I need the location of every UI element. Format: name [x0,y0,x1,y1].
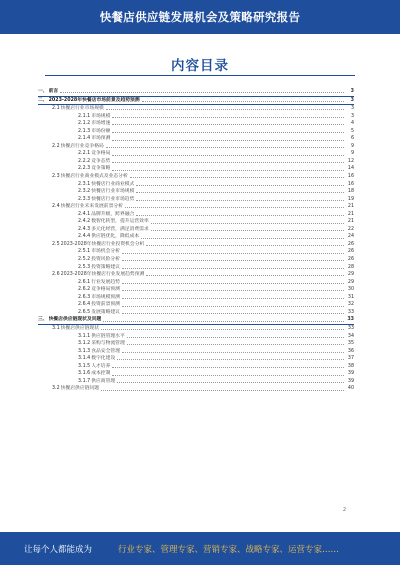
toc-entry-page: 32 [347,302,354,308]
toc-entry-page: 39 [347,371,354,377]
header-bar [0,0,400,34]
toc-entry-title: 快餐店行业市场趋势 [91,196,135,202]
toc-leader-dots [146,275,344,276]
toc-leader-dots [117,359,344,360]
toc-entry-number: 2.1.1 [78,113,91,119]
toc-entry-number: 2.4.4 [78,234,91,240]
toc-entry-page: 33 [347,325,354,331]
toc-entry-number: 2.1.4 [78,136,91,142]
toc-entry-title: 成本控制 [91,371,111,377]
toc-leader-dots [122,268,344,269]
toc-entry-number: 3.1.4 [78,356,91,362]
toc-entry[interactable] [38,120,354,128]
toc-entry[interactable] [38,181,354,189]
toc-entry[interactable] [38,316,354,325]
toc-entry-title: 市场规模 [91,113,111,119]
toc-entry-title: 供应链优化，降低成本 [91,234,140,240]
toc-entry-page: 30 [347,287,354,293]
toc-entry-number: 2.3.3 [78,196,91,202]
toc-entry[interactable] [38,113,354,121]
footer-bar [0,532,400,565]
toc-leader-dots [127,344,344,345]
toc-entry-page: 31 [347,294,354,300]
toc-entry-page: 33 [347,309,354,315]
toc-entry-page: 21 [347,204,354,210]
toc-entry[interactable] [38,241,354,249]
toc-entry-page: 38 [347,363,354,369]
toc-leader-dots [125,207,344,208]
toc-entry-title: 2023-2028年快餐店行业投资机会分析 [60,241,145,247]
toc-entry-title: 供应商管理 [91,378,116,384]
toc-entry-number: 2.4.1 [78,211,91,217]
toc-entry-number: 3.1.3 [78,348,91,354]
toc-entry-number: 3.1.2 [78,341,91,347]
toc-heading: 内容目录 [171,58,229,74]
toc-entry-title: 竞争格局 [91,151,111,157]
toc-entry[interactable] [38,378,354,386]
toc-entry[interactable] [38,211,354,219]
toc-entry-page: 3 [350,113,354,119]
toc-entry-number: 2.1 [52,106,60,112]
toc-entry-title: 快餐店供应链现状 [60,325,99,331]
toc-entry-number: 2.2 [52,143,60,149]
toc-leader-dots [136,185,344,186]
toc-leader-dots [122,306,344,307]
toc-entry-title: 投资风险分析 [91,257,120,263]
toc-leader-dots [106,147,344,148]
toc-entry-title: 行业发展趋势 [91,279,120,285]
toc-leader-dots [112,375,344,376]
toc-entry[interactable] [38,218,354,226]
toc-leader-dots [142,101,344,102]
toc-leader-dots [60,92,344,93]
toc-entry-number: 2.5.3 [78,264,91,270]
toc-leader-dots [112,170,344,171]
toc-entry-number: 三、 [38,317,48,323]
toc-entry-number: 2.4.2 [78,219,91,225]
toc-entry-page: 34 [347,333,354,339]
toc-entry[interactable] [38,355,354,363]
toc-entry-page: 14 [347,166,354,172]
toc-leader-dots [112,162,344,163]
footer-slogan: 让每个人都能成为 [24,545,93,555]
toc-leader-dots [122,298,344,299]
toc-entry-number: 3.1.6 [78,371,91,377]
toc-entry-page: 28 [347,264,354,270]
toc-entry-title: 人才培养 [91,363,111,369]
toc-entry[interactable] [38,203,354,211]
toc-entry-page: 6 [350,136,354,142]
toc-entry[interactable] [38,363,354,371]
toc-entry-page: 12 [347,158,354,164]
toc-entry-number: 3.1.7 [78,378,91,384]
toc-entry-title: 快餐店行业市场规模 [91,189,135,195]
toc-entry-page: 26 [347,257,354,263]
toc-entry-number: 2.2.3 [78,166,91,172]
toc-entry[interactable] [38,188,354,196]
toc-entry-title: 快餐店行业商业模式 [91,181,135,187]
toc-entry-number: 二、 [38,97,48,103]
toc-entry-number: 2.6.3 [78,294,91,300]
toc-entry-number: 一、 [38,89,48,94]
toc-entry[interactable] [38,370,354,378]
toc-leader-dots [136,200,344,201]
toc-entry-title: 市场规模预测 [91,294,120,300]
toc-leader-dots [112,140,344,141]
table-of-contents [38,88,354,393]
toc-entry-title: 投资策略建议 [91,264,120,270]
toc-entry-number: 2.6.2 [78,287,91,293]
toc-entry-number: 2.6.4 [78,302,91,308]
toc-entry[interactable] [38,248,354,256]
toc-entry[interactable] [38,105,354,113]
toc-entry[interactable] [38,158,354,166]
toc-entry[interactable] [38,333,354,341]
toc-entry-number: 2.3.1 [78,181,91,187]
toc-leader-dots [122,352,344,353]
toc-entry-title: 市场机会分析 [91,249,120,255]
toc-entry-number: 2.5.1 [78,249,91,255]
toc-entry-number: 2.5 [52,241,60,247]
toc-leader-dots [112,124,344,125]
toc-leader-dots [106,109,344,110]
toc-entry-title: 食品安全管理 [91,348,120,354]
toc-entry-title: 2023-2028年快餐店市场前景及趋势预测 [48,97,140,103]
toc-entry[interactable] [38,325,354,333]
toc-leader-dots [122,283,344,284]
toc-entry-number: 2.4 [52,204,60,210]
toc-entry-title: 快餐店供应链问题 [60,386,99,392]
toc-entry-number: 2.5.2 [78,257,91,263]
report-title: 快餐店供应链发展机会及策略研究报告 [99,10,301,24]
toc-entry-title: 竞争策略 [91,166,111,172]
toc-entry[interactable] [38,294,354,302]
toc-entry-page: 33 [347,317,354,323]
toc-leader-dots [122,253,344,254]
toc-entry-number: 2.3.2 [78,189,91,195]
toc-leader-dots [112,117,344,118]
toc-entry-title: 市场预测 [91,136,111,142]
toc-entry-page: 3 [350,106,354,112]
toc-entry[interactable] [38,165,354,173]
toc-entry-page: 26 [347,241,354,247]
toc-leader-dots [141,238,344,239]
toc-heading-divider [45,75,355,76]
toc-entry[interactable] [38,128,354,136]
toc-entry-number: 3.1.5 [78,363,91,369]
toc-entry-title: 快餐店行业市场规模 [60,106,104,112]
toc-entry-number: 2.4.3 [78,226,91,232]
toc-leader-dots [117,382,344,383]
toc-entry[interactable] [38,196,354,204]
toc-leader-dots [103,321,344,322]
toc-entry-title: 2023-2028年快餐店行业发展趋势预测 [60,272,145,278]
toc-entry-number: 2.1.2 [78,121,91,127]
toc-entry-page: 4 [350,121,354,127]
toc-entry-number: 2.1.3 [78,128,91,134]
toc-entry[interactable] [38,226,354,234]
toc-entry-page: 29 [347,279,354,285]
toc-entry-title: 市场份额 [91,128,111,134]
toc-entry-page: 9 [350,151,354,157]
toc-leader-dots [122,313,344,314]
toc-leader-dots [127,337,344,338]
toc-entry-title: 快餐店行业商业模式及业态分析 [60,174,128,180]
toc-entry[interactable] [38,264,354,272]
toc-entry-page: 26 [347,249,354,255]
toc-entry-number: 2.6.1 [78,279,91,285]
toc-leader-dots [122,290,344,291]
toc-leader-dots [151,223,344,224]
toc-entry-page: 21 [347,219,354,225]
toc-entry[interactable] [38,301,354,309]
toc-entry-title: 数智化转型，提升运营效率 [91,219,149,225]
toc-entry[interactable] [38,348,354,356]
toc-entry-page: 16 [347,181,354,187]
toc-entry-page: 19 [347,196,354,202]
toc-entry-title: 快餐店供应链现状及问题 [48,317,102,323]
toc-leader-dots [136,192,344,193]
toc-entry-page: 22 [347,226,354,232]
toc-entry[interactable] [38,279,354,287]
toc-entry-page: 29 [347,272,354,278]
toc-entry-page: 24 [347,234,354,240]
toc-entry-page: 9 [350,143,354,149]
toc-entry-number: 2.6.5 [78,309,91,315]
toc-entry-title: 快餐店行业竞争格局 [60,143,104,149]
toc-entry-title: 竞争态势 [91,158,111,164]
toc-entry-title: 品牌升级，跨界融合 [91,211,135,217]
toc-entry[interactable] [38,135,354,143]
toc-entry[interactable] [38,173,354,181]
toc-entry-page: 37 [347,356,354,362]
toc-entry[interactable] [38,271,354,279]
toc-entry-title: 发展策略建议 [91,309,120,315]
toc-entry-page: 40 [347,386,354,392]
toc-entry[interactable] [38,309,354,317]
toc-entry[interactable] [38,385,354,393]
toc-entry-number: 3.2 [52,386,60,392]
toc-entry-page: 3 [350,97,354,103]
toc-entry-page: 21 [347,211,354,217]
toc-entry-title: 竞争格局预测 [91,287,120,293]
toc-entry-page: 35 [347,341,354,347]
toc-entry-page: 3 [350,89,354,94]
toc-entry[interactable] [38,233,354,241]
toc-entry[interactable] [38,150,354,158]
toc-entry[interactable] [38,143,354,151]
toc-entry-page: 18 [347,189,354,195]
toc-leader-dots [146,245,344,246]
toc-leader-dots [122,260,344,261]
toc-leader-dots [112,132,344,133]
toc-leader-dots [112,155,344,156]
toc-entry-number: 2.2.2 [78,158,91,164]
toc-entry-page: 5 [350,128,354,134]
toc-entry[interactable] [38,97,354,106]
toc-leader-dots [136,215,344,216]
toc-entry-number: 3.1 [52,325,60,331]
toc-entry-title: 快餐店行业未来发展前景分析 [60,204,123,210]
toc-leader-dots [151,230,344,231]
toc-entry[interactable] [38,286,354,294]
toc-entry-number: 2.6 [52,272,60,278]
toc-leader-dots [101,390,344,391]
toc-entry[interactable] [38,340,354,348]
toc-leader-dots [112,367,344,368]
toc-entry-title: 多元化经营，满足消费需求 [91,226,149,232]
toc-entry-page: 39 [347,378,354,384]
toc-entry-title: 供应链管理水平 [91,333,125,339]
toc-leader-dots [101,329,344,330]
toc-entry-title: 投资前景预测 [91,302,120,308]
toc-entry-title: 市场增速 [91,121,111,127]
toc-entry-page: 36 [347,348,354,354]
toc-entry-page: 16 [347,174,354,180]
toc-entry[interactable] [38,88,354,97]
toc-entry-title: 采购与物流管理 [91,341,125,347]
toc-leader-dots [130,177,344,178]
toc-entry[interactable] [38,256,354,264]
toc-entry-number: 2.2.1 [78,151,91,157]
footer-tagline: 行业专家、管理专家、营销专家、战略专家、运营专家…… [118,545,340,555]
toc-entry-title: 前言 [48,89,59,94]
toc-entry-number: 3.1.1 [78,333,91,339]
page-number: 2 [342,507,346,513]
toc-entry-number: 2.3 [52,174,60,180]
toc-entry-title: 数字化建设 [91,356,116,362]
